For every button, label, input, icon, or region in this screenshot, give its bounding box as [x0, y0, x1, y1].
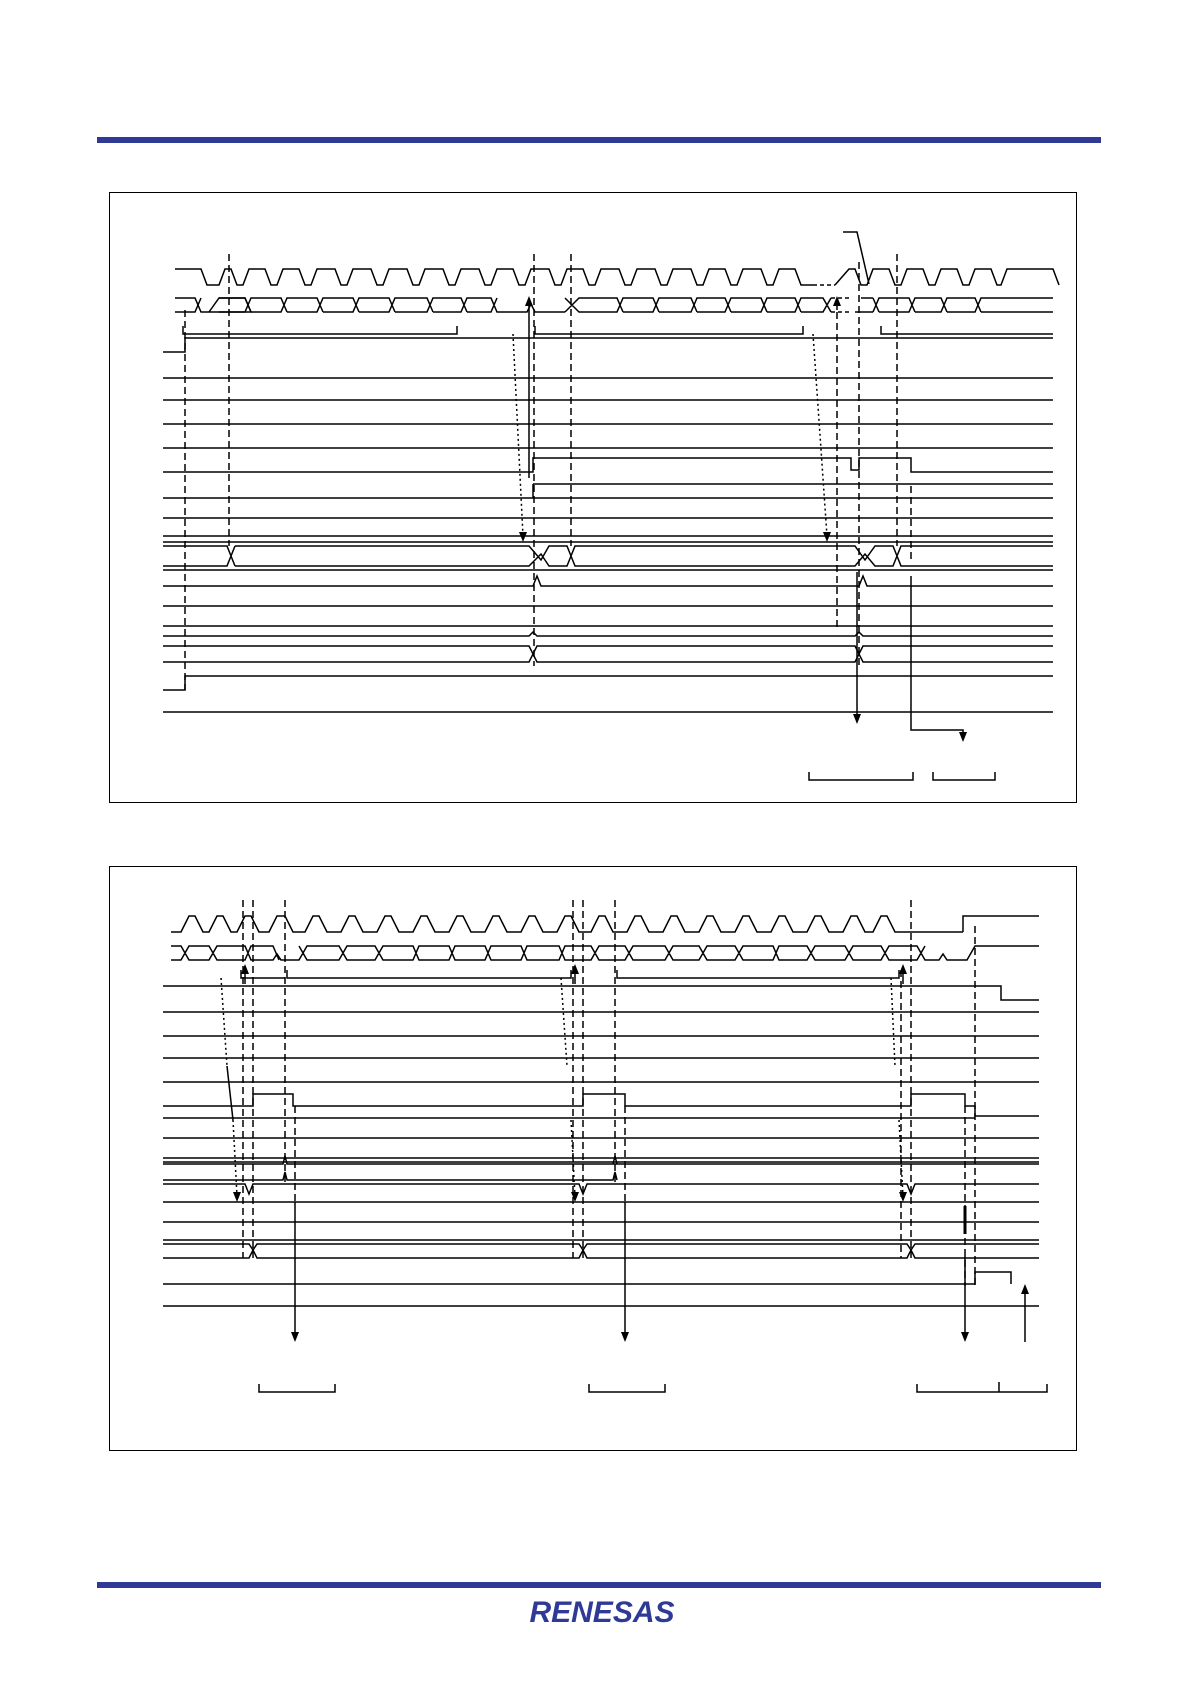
- clock-waveform: [171, 916, 963, 932]
- signal-lines: [163, 338, 1053, 712]
- renesas-logo: [512, 1592, 692, 1632]
- timing-diagram-1: [109, 192, 1077, 803]
- timing-diagram-2: [109, 866, 1077, 1451]
- timing-markers: [243, 900, 975, 1286]
- data-bus-waveform: [171, 946, 1039, 960]
- header-rule: [97, 137, 1101, 143]
- data-bus-waveform: [175, 298, 1053, 312]
- dotted-arrows: [513, 334, 827, 536]
- clock-waveform: [175, 269, 813, 285]
- logo-text: RENESAS: [529, 1596, 675, 1629]
- footer-rule: [97, 1582, 1101, 1588]
